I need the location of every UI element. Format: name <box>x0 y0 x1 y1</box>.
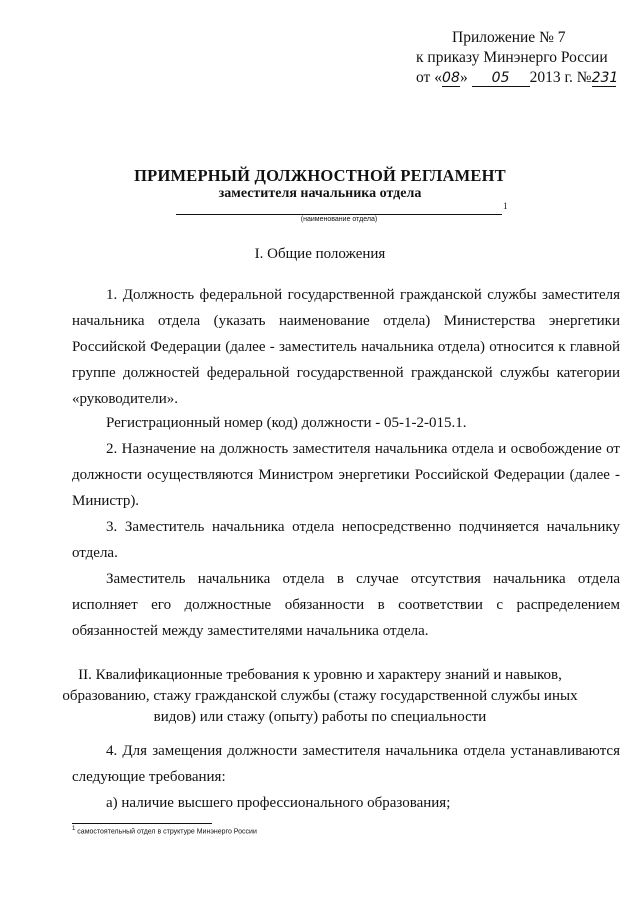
document-subtitle: заместителя начальника отдела <box>218 186 422 201</box>
paragraph-4: 4. Для замещения должности заместителя начальника отдела устанавливаются следующие требования: <box>72 743 620 785</box>
date-prefix: от « <box>416 69 442 86</box>
document-title: ПРИМЕРНЫЙ ДОЛЖНОСТНОЙ РЕГЛАМЕНТ <box>134 166 506 185</box>
paragraph-2: 2. Назначение на должность заместителя начальника отдела и освобождение от должности осуществляются Министром энергетики Российской Федерации (далее - Министр). <box>72 441 620 509</box>
appendix-number: Приложение № 7 <box>452 29 566 46</box>
appendix-order-ref: к приказу Минэнерго России <box>416 49 608 66</box>
paragraph-4a: а) наличие высшего профессионального образования; <box>106 795 451 811</box>
handwritten-day: 08 <box>442 70 460 86</box>
appendix-header <box>416 28 631 88</box>
footnote-separator <box>72 823 212 824</box>
year-text: 2013 г. № <box>529 69 592 86</box>
footnote-reference: 1 <box>503 201 508 211</box>
department-caption: (наименование отдела) <box>300 216 378 223</box>
footnote-text: самостоятельный отдел в структуре Минэнерго России <box>77 828 257 836</box>
handwritten-month: 05 <box>472 70 530 87</box>
paragraph-1: 1. Должность федеральной государственной гражданской службы заместителя начальника отдела (указать наименование отдела) Министерства энергетики Российской Федерации (далее - заместитель начальника отдела) относится к главной группе должностей федеральной государственной гражданской службы категории «руководители». <box>72 287 620 407</box>
section-2-heading-line-1: II. Квалификационные требования к уровню и характеру знаний и навыков, <box>78 667 562 683</box>
department-blank-line <box>176 214 502 215</box>
appendix-date-line <box>416 68 631 88</box>
footnote <box>72 826 257 835</box>
footnote-mark: 1 <box>72 826 76 832</box>
paragraph-3: 3. Заместитель начальника отдела непосредственно подчиняется начальнику отдела. <box>72 519 620 561</box>
section-2-heading-line-3: видов) или стажу (опыту) работы по специальности <box>153 709 487 725</box>
handwritten-number: 231 <box>591 70 619 86</box>
section-2-heading-line-2: образованию, стажу гражданской службы (стажу государственной службы иных <box>62 688 578 704</box>
paragraph-deputy-duties: Заместитель начальника отдела в случае отсутствия начальника отдела исполняет его должностные обязанности в соответствии с распределением обязанностей между заместителями начальника отдела. <box>72 571 620 639</box>
date-mid: » <box>459 69 472 86</box>
section-1-heading: I. Общие положения <box>254 246 386 262</box>
paragraph-registration-code: Регистрационный номер (код) должности - 05-1-2-015.1. <box>106 415 467 431</box>
